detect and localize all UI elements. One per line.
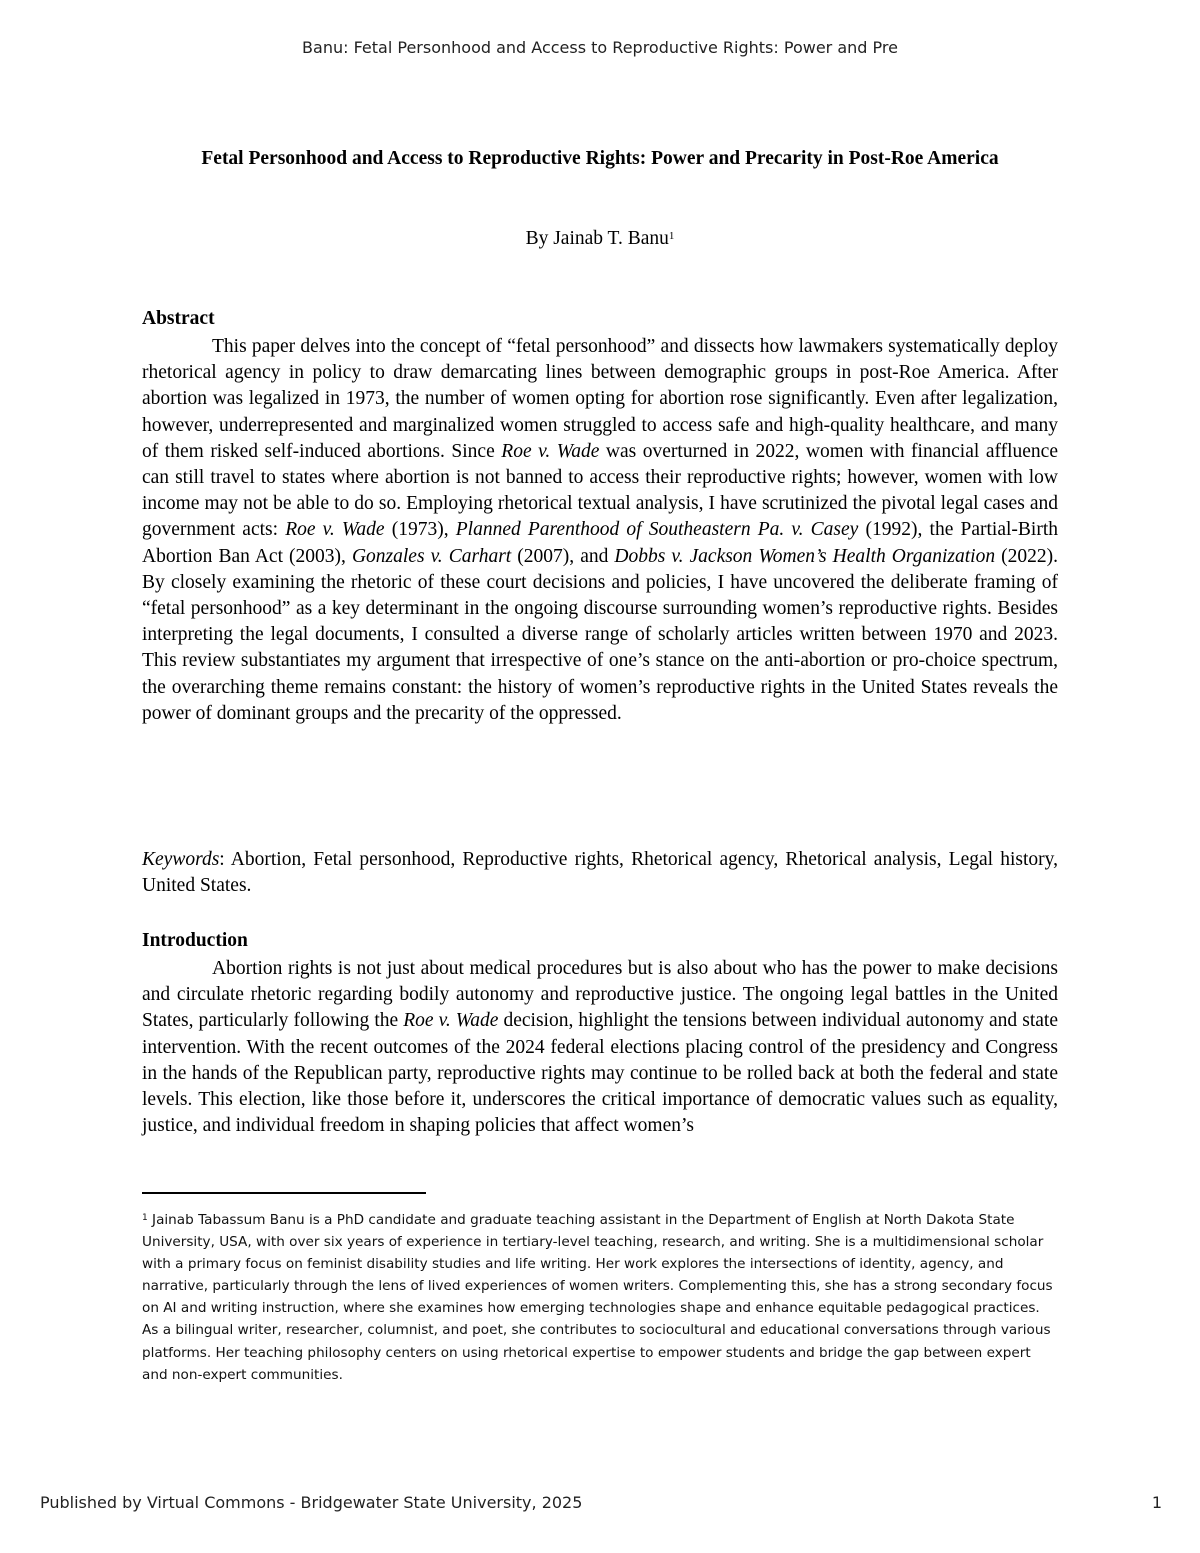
abstract-text: (1973),: [384, 519, 456, 541]
keywords-list: : Abortion, Fetal personhood, Reproductive rights, Rhetorical agency, Rhetorical analysis, Legal history, United States.: [142, 849, 1058, 897]
footnote: [142, 1209, 1058, 1386]
footnote-divider: [142, 1192, 426, 1194]
footnote-text: Jainab Tabassum Banu is a PhD candidate and graduate teaching assistant in the Department of English at North Dakota State University, USA, with over six years of experience in tertiary-level teaching, research, and writing. She is a multidimensional scholar with a primary focus on feminist disability studies and life writing. Her work explores the intersections of identity, agency, and narrative, particularly through the lens of lived experiences of women writers. Complementing this, she has a strong secondary focus on AI and writing instruction, where she examines how emerging technologies shape and enhance equitable pedagogical practices. As a bilingual writer, researcher, columnist, and poet, she contributes to sociocultural and educational conversations through various platforms. Her teaching philosophy centers on using rhetorical expertise to empower students and bridge the gap between expert and non-expert communities.: [142, 1212, 1053, 1383]
byline: [0, 226, 1200, 252]
keywords-label: Keywords: [142, 849, 220, 870]
case-citation: Roe v. Wade: [285, 519, 385, 541]
case-citation: Roe v. Wade: [501, 440, 600, 462]
abstract-text: (2022). By closely examining the rhetoric of these court decisions and policies, I have uncovered the deliberate framing of “fetal personhood” as a key determinant in the ongoing discourse surrounding women’s reproductive rights. Besides interpreting the legal documents, I consulted a diverse range of scholarly articles written between 1970 and 2023. This review substantiates my argument that irrespective of one’s stance on the anti-abortion or pro-choice spectrum, the overarching theme remains constant: the history of women’s reproductive rights in the United States reveals the power of dominant groups and the precarity of the oppressed.: [142, 545, 1058, 724]
author-name: By Jainab T. Banu: [525, 228, 669, 249]
footnote-number: 1: [142, 1213, 148, 1223]
article-title: Fetal Personhood and Access to Reproductive Rights: Power and Precarity in Post-Roe America: [201, 148, 999, 169]
abstract-text: was overturned in 2022, women with financial affluence can still travel to states where abortion is not banned to access their reproductive rights; however, women with low income may not be able to do so. Employing rhetorical textual analysis, I have scrutinized the pivotal legal cases and government acts:: [142, 440, 1058, 541]
abstract-body: [142, 334, 1058, 727]
running-header: Banu: Fetal Personhood and Access to Reproductive Rights: Power and Pre: [302, 38, 898, 57]
case-citation: Roe v. Wade: [403, 1010, 499, 1032]
introduction-text: decision, highlight the tensions between individual autonomy and state intervention. With the recent outcomes of the 2024 federal elections placing control of the presidency and Congress in the hands of the Republican party, reproductive rights may continue to be rolled back at both the federal and state levels. This election, like those before it, underscores the critical importance of democratic values such as equality, justice, and individual freedom in shaping policies that affect women’s: [142, 1010, 1058, 1137]
introduction-text: Abortion rights is not just about medical procedures but is also about who has the power to make decisions and circulate rhetoric regarding bodily autonomy and reproductive justice. The ongoing legal battles in the United States, particularly following the: [142, 958, 1058, 1032]
abstract-text: (2007), and: [511, 545, 615, 567]
abstract-text: (1992), the Partial-Birth Abortion Ban Act (2003),: [142, 519, 1059, 567]
page-number: 1: [1151, 1493, 1162, 1512]
abstract-heading: Abstract: [142, 308, 215, 329]
case-citation: Dobbs v. Jackson Women’s Health Organization: [614, 545, 996, 567]
introduction-body: [142, 956, 1058, 1139]
introduction-heading: Introduction: [142, 930, 248, 951]
abstract-text: This paper delves into the concept of “fetal personhood” and dissects how lawmakers systematically deploy rhetorical agency in policy to draw demarcating lines between demographic groups in post-Roe America. After abortion was legalized in 1973, the number of women opting for abortion rose significantly. Even after legalization, however, underrepresented and marginalized women struggled to access safe and high-quality healthcare, and many of them risked self-induced abortions. Since: [142, 336, 1058, 462]
footnote-marker[interactable]: 1: [668, 230, 675, 242]
case-citation: Gonzales v. Carhart: [351, 545, 512, 567]
publisher-footer: Published by Virtual Commons - Bridgewater State University, 2025: [40, 1493, 583, 1512]
keywords: [142, 847, 1058, 899]
case-citation: Planned Parenthood of Southeastern Pa. v. Casey: [455, 519, 859, 541]
